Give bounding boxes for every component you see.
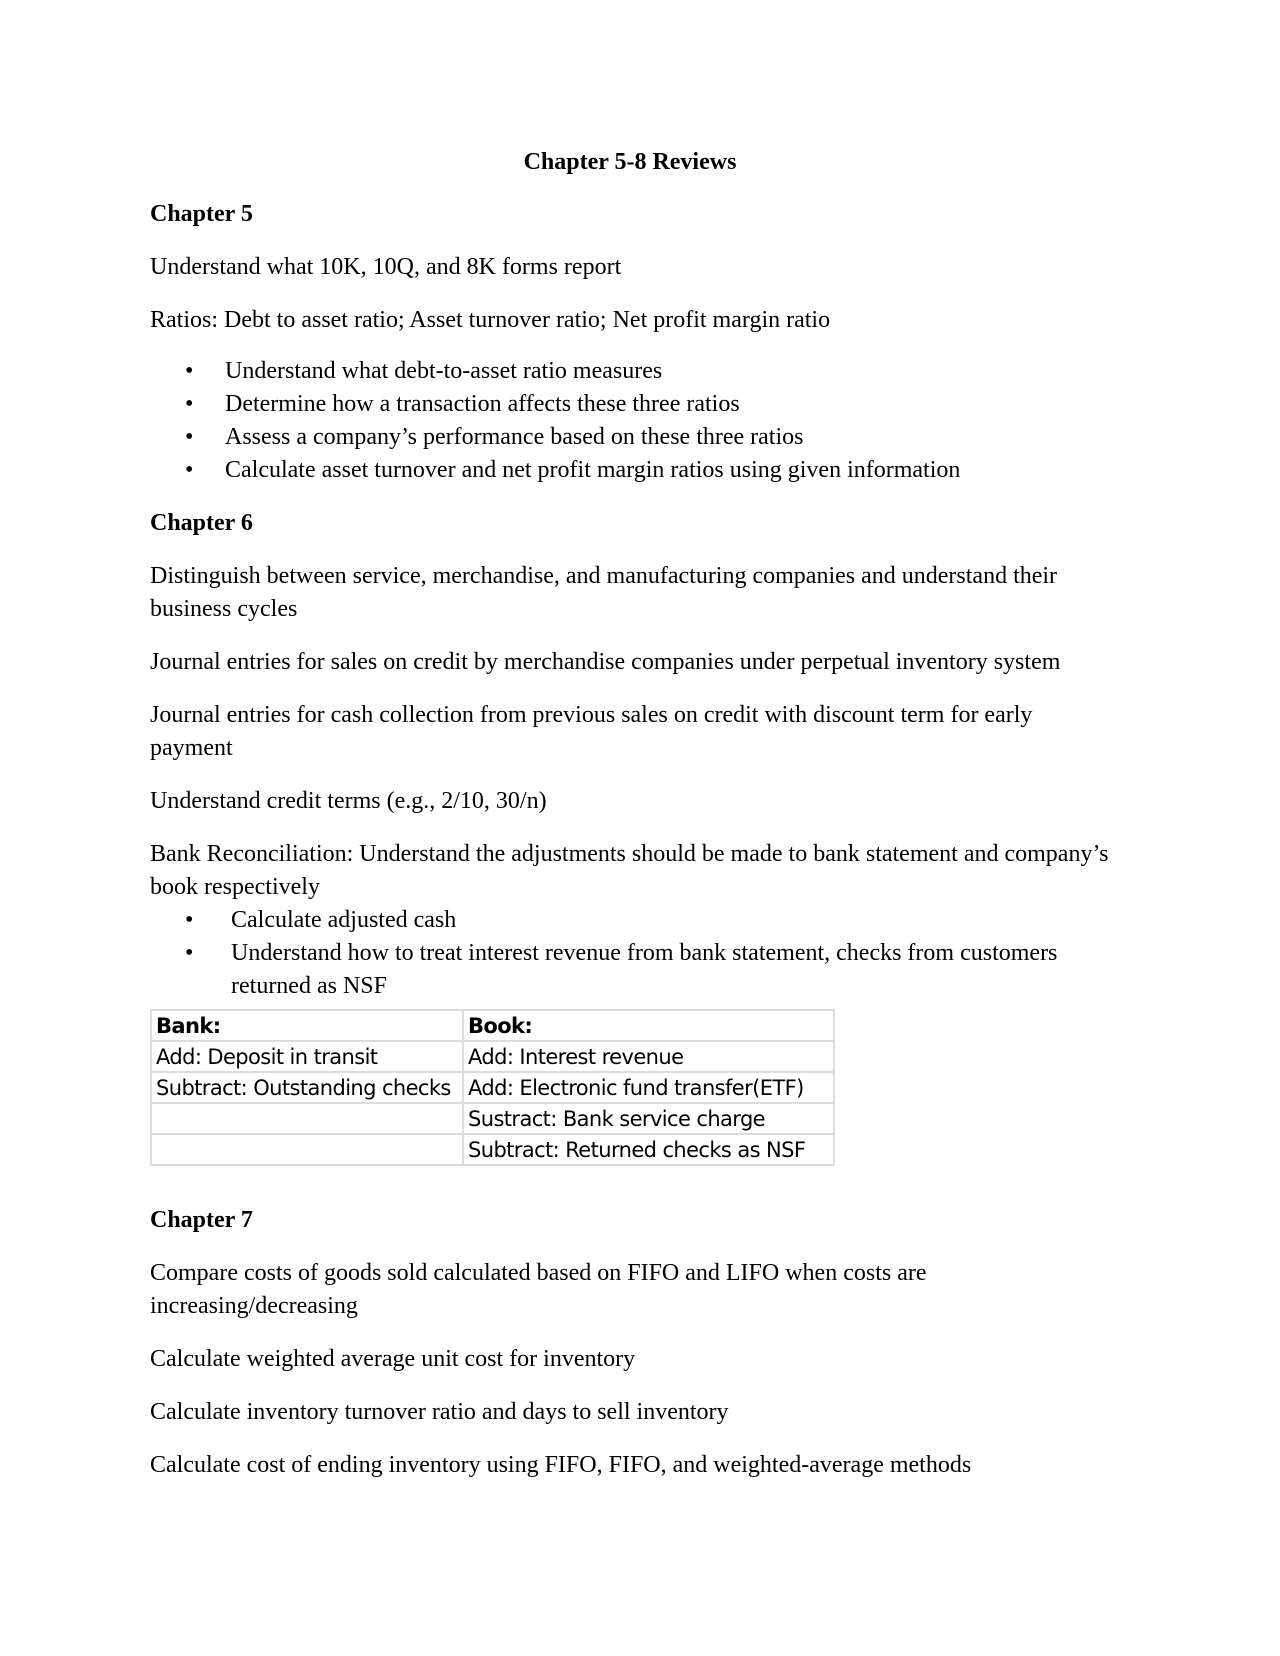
chapter-6-cash-collection-paragraph: Journal entries for cash collection from previous sales on credit with discount term for early payment [150, 702, 1033, 761]
table-header-book: Book: [463, 1010, 834, 1041]
chapter-5-heading: Chapter 5 [150, 201, 253, 227]
chapter-7-heading: Chapter 7 [150, 1207, 253, 1233]
list-item: • Understand how to treat interest revenue from bank statement, checks from customers returned as NSF [150, 937, 1110, 1003]
table-header-bank: Bank: [151, 1010, 463, 1041]
chapter-6-credit-terms-paragraph: Understand credit terms (e.g., 2/10, 30/n) [150, 788, 547, 814]
document-body [150, 146, 1110, 1502]
list-item: • Calculate adjusted cash [150, 904, 1110, 937]
table-cell [151, 1134, 463, 1165]
table-cell [151, 1103, 463, 1134]
table-row [151, 1072, 834, 1103]
chapter-5-bullet-list [150, 355, 1110, 487]
table-cell: Sustract: Bank service charge [463, 1103, 834, 1134]
chapter-7-inventory-turnover-paragraph: Calculate inventory turnover ratio and days to sell inventory [150, 1399, 729, 1425]
table-row [151, 1041, 834, 1072]
bank-reconciliation-table [150, 1009, 835, 1166]
table-row [151, 1103, 834, 1134]
document-title: Chapter 5-8 Reviews [523, 149, 737, 175]
table-row [151, 1134, 834, 1165]
chapter-6-heading: Chapter 6 [150, 510, 253, 536]
chapter-6-companies-paragraph: Distinguish between service, merchandise, and manufacturing companies and understand their business cycles [150, 563, 1058, 622]
chapter-7-weighted-average-paragraph: Calculate weighted average unit cost for inventory [150, 1346, 636, 1372]
table-cell: Add: Deposit in transit [151, 1041, 463, 1072]
chapter-5-ratios-paragraph: Ratios: Debt to asset ratio; Asset turnover ratio; Net profit margin ratio [150, 307, 831, 333]
table-cell: Add: Electronic fund transfer(ETF) [463, 1072, 834, 1103]
list-item: • Assess a company’s performance based on these three ratios [150, 421, 1110, 454]
table-cell: Subtract: Returned checks as NSF [463, 1134, 834, 1165]
list-item: • Determine how a transaction affects these three ratios [150, 388, 1110, 421]
chapter-6-sales-credit-paragraph: Journal entries for sales on credit by merchandise companies under perpetual inventory system [150, 649, 1061, 675]
list-item: • Understand what debt-to-asset ratio measures [150, 355, 1110, 388]
table-header-row [151, 1010, 834, 1041]
chapter-6-bullet-list [150, 904, 1110, 1003]
list-item: • Calculate asset turnover and net profit margin ratios using given information [150, 454, 1110, 487]
chapter-7-fifo-lifo-paragraph: Compare costs of goods sold calculated based on FIFO and LIFO when costs are increasing/decreasing [150, 1260, 927, 1319]
chapter-6-bank-reconciliation-paragraph: Bank Reconciliation: Understand the adjustments should be made to bank statement and company’s book respectively [150, 841, 1109, 900]
table-cell: Subtract: Outstanding checks [151, 1072, 463, 1103]
chapter-7-ending-inventory-paragraph: Calculate cost of ending inventory using FIFO, FIFO, and weighted-average methods [150, 1452, 972, 1478]
chapter-5-forms-paragraph: Understand what 10K, 10Q, and 8K forms report [150, 254, 622, 280]
table-cell: Add: Interest revenue [463, 1041, 834, 1072]
